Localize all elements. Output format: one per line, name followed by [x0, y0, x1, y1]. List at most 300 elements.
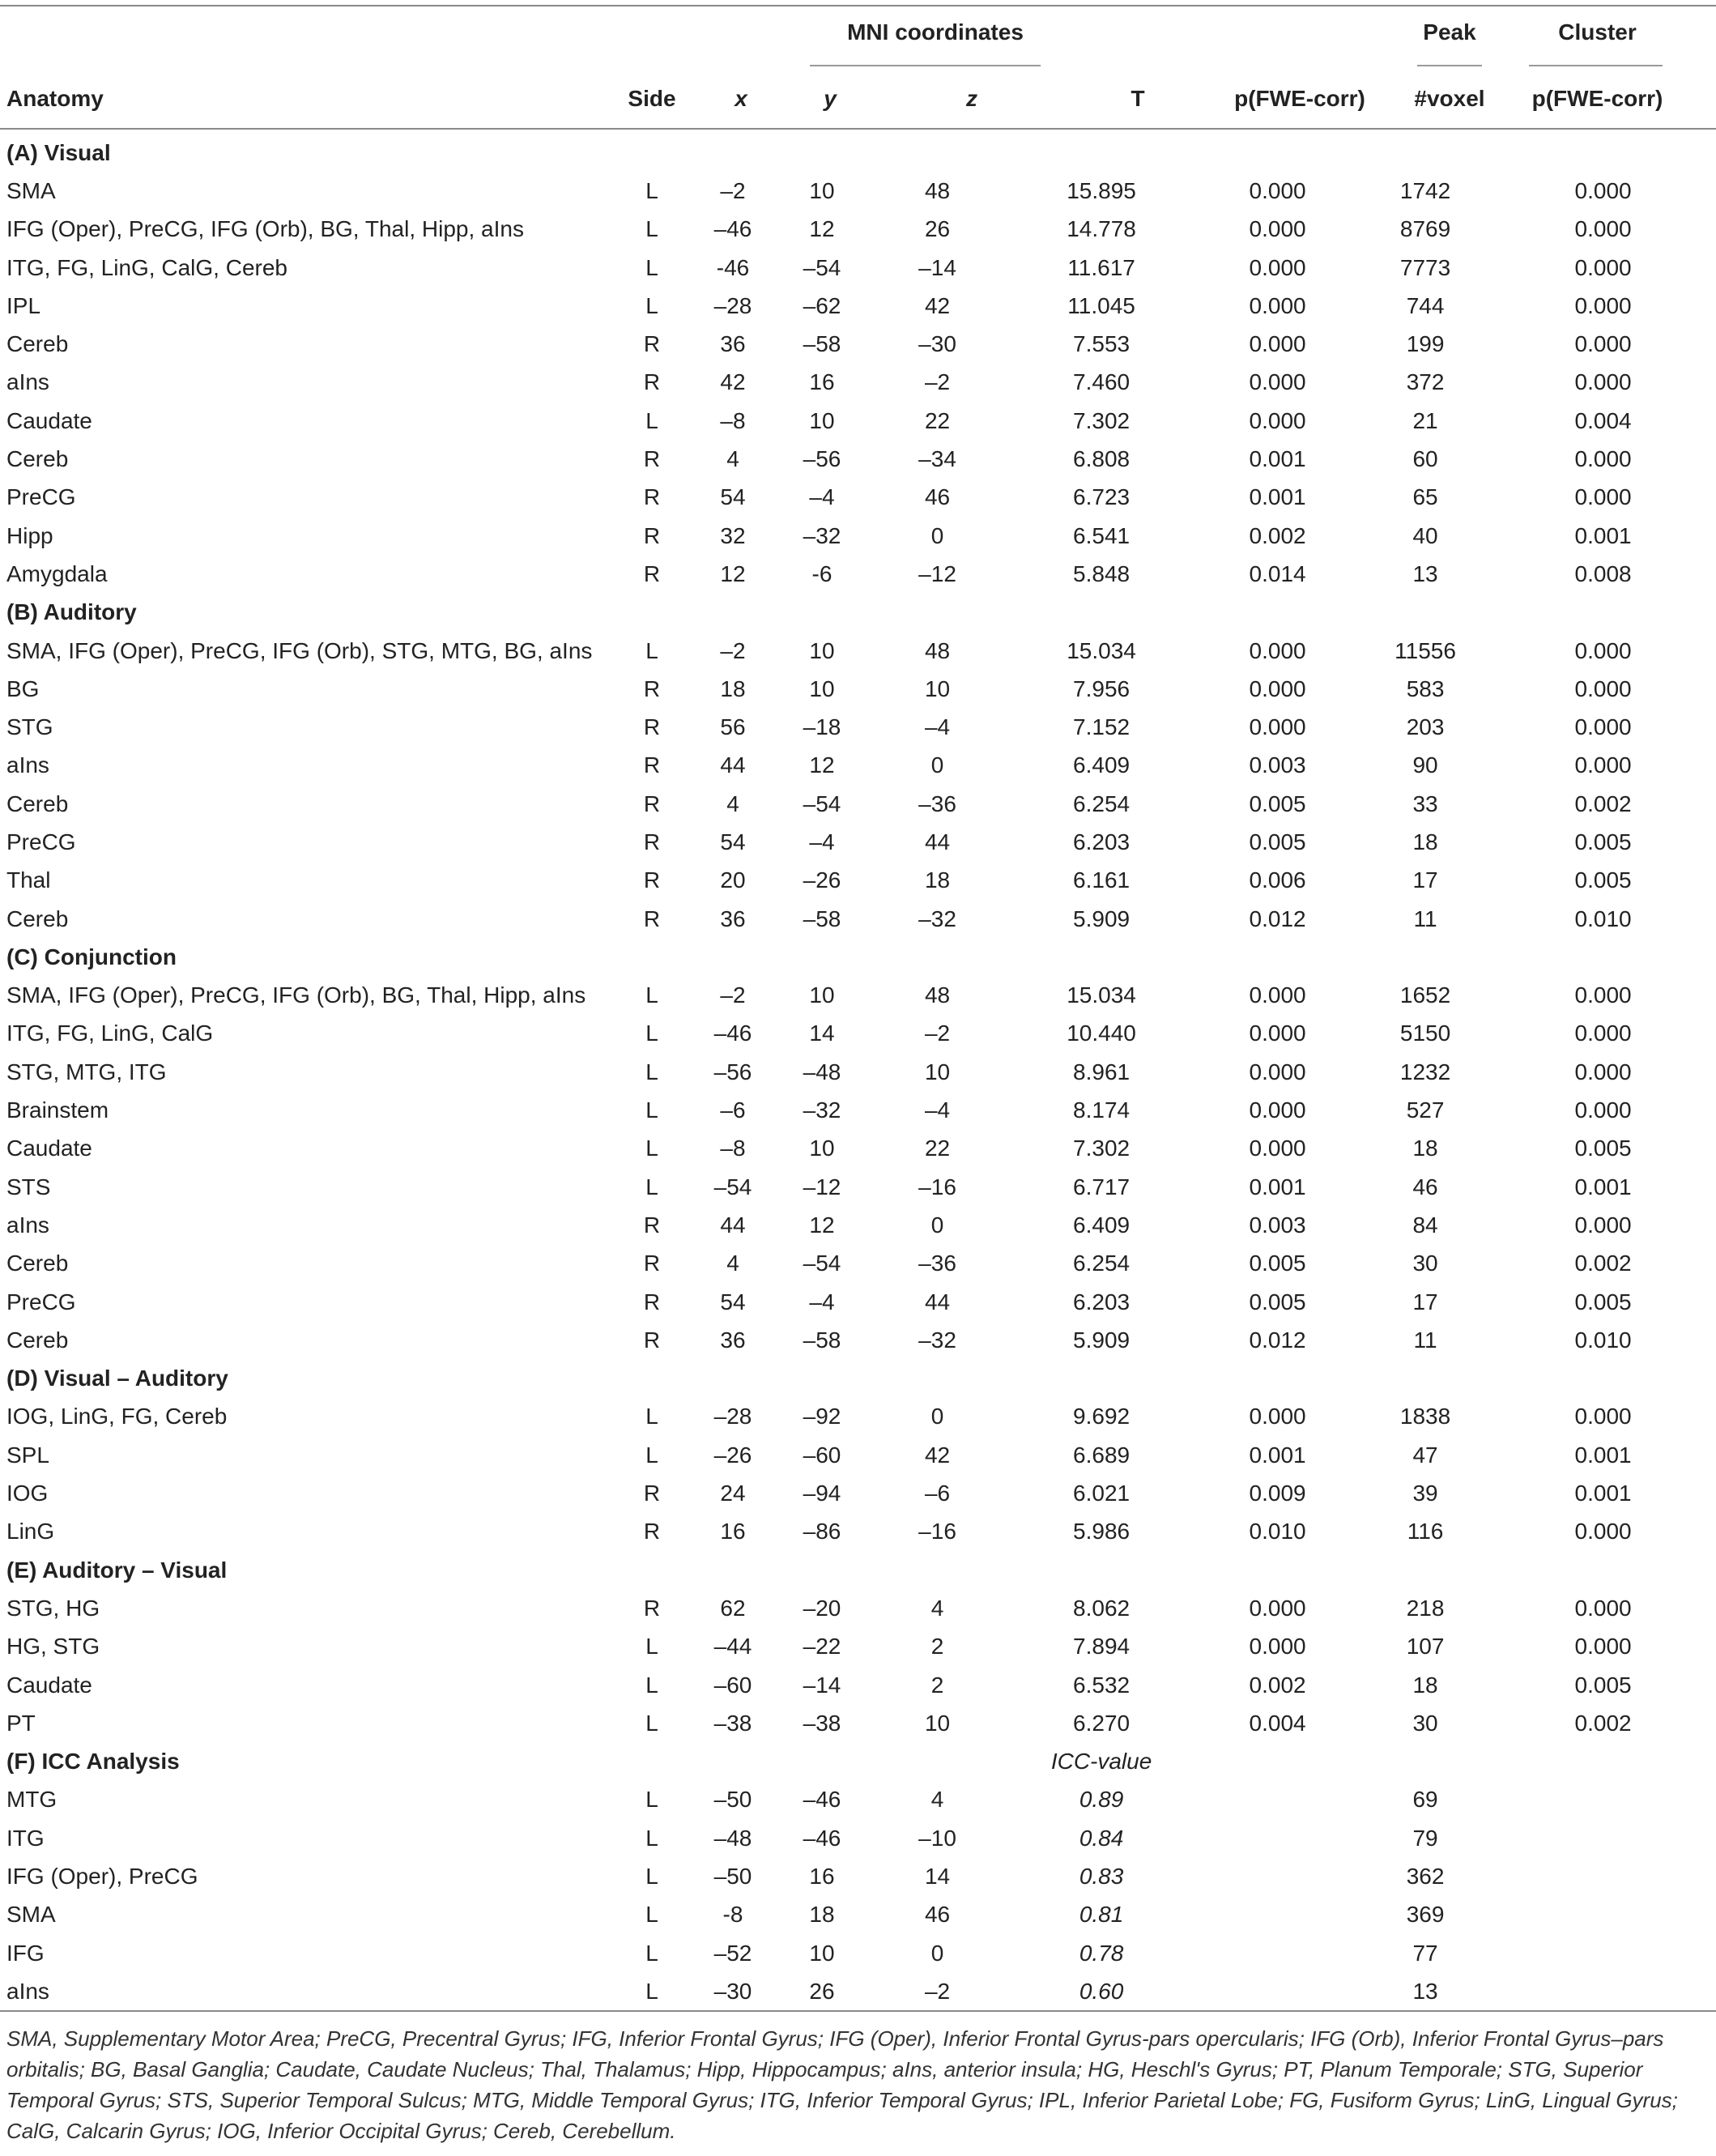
z-cell: –32 [918, 905, 956, 931]
p-fwe-cell: 0.000 [1249, 1136, 1306, 1161]
anatomy-cell: SMA, IFG (Oper), PreCG, IFG (Orb), BG, Thal, Hipp, aIns [6, 982, 586, 1008]
voxel-cell: 11 [1413, 905, 1437, 931]
cluster-p-cell: 0.001 [1574, 522, 1632, 548]
header-y: y [824, 86, 837, 111]
side-cell: L [645, 1404, 658, 1430]
y-cell: 16 [809, 1864, 835, 1889]
p-fwe-cell: 0.002 [1249, 522, 1306, 548]
cluster-p-cell: 0.001 [1574, 1174, 1632, 1199]
x-cell: –2 [720, 637, 746, 663]
cluster-p-cell: 0.000 [1574, 1097, 1632, 1123]
z-cell: –14 [918, 254, 956, 280]
table-row [0, 1091, 1716, 1129]
t-cell: 0.83 [1079, 1864, 1124, 1889]
section-title: (B) Auditory [6, 599, 137, 625]
table-row [0, 1513, 1716, 1551]
voxel-cell: 744 [1406, 292, 1445, 318]
cluster-p-cell: 0.000 [1574, 331, 1632, 357]
y-cell: –54 [803, 254, 841, 280]
p-fwe-cell [1194, 1781, 1360, 1819]
x-cell: 36 [720, 331, 746, 357]
t-cell: 6.254 [1073, 1251, 1131, 1276]
voxel-cell: 5150 [1399, 1020, 1451, 1046]
t-cell: 6.021 [1073, 1481, 1131, 1506]
x-cell: –60 [713, 1672, 752, 1698]
p-fwe-cell [1194, 1896, 1360, 1934]
t-cell: 6.689 [1073, 1442, 1131, 1468]
table-row [0, 555, 1716, 593]
y-cell: –22 [803, 1634, 841, 1660]
side-cell: L [645, 292, 658, 318]
t-cell: 7.302 [1073, 407, 1131, 433]
p-fwe-cell: 0.000 [1249, 1059, 1306, 1084]
voxel-cell: 8769 [1399, 216, 1451, 242]
x-cell: –48 [713, 1825, 752, 1851]
section-title: (E) Auditory – Visual [6, 1557, 228, 1583]
table-row [0, 1896, 1716, 1934]
z-cell: –16 [918, 1174, 956, 1199]
cluster-p-cell [1490, 1781, 1716, 1819]
p-fwe-cell: 0.005 [1249, 790, 1306, 816]
table-row [0, 1206, 1716, 1244]
voxel-cell: 40 [1412, 522, 1438, 548]
bottom-rule [0, 2010, 1716, 2012]
cluster-p-cell [1490, 1857, 1716, 1895]
header-voxel: #voxel [1414, 86, 1485, 111]
anatomy-cell: aIns [6, 1978, 49, 2004]
y-cell: –46 [803, 1825, 841, 1851]
x-cell: –6 [720, 1097, 746, 1123]
voxel-cell: 30 [1412, 1251, 1438, 1276]
table-footnote: SMA, Supplementary Motor Area; PreCG, Precentral Gyrus; IFG, Inferior Frontal Gyrus; IFG (Oper), Inferior Frontal Gyrus-pars opercularis; IFG (Orb), Inferior Frontal Gyrus–pars orbitalis; BG, Basal Ganglia; Caudate, Caudate Nucleus; Thal, Thalamus; Hipp, Hippocampus; aIns, anterior insula; HG, Heschl's Gyrus; PT, Planum Temporale; STG, Superior Temporal Gyrus; STS, Superior Temporal Sulcus; MTG, Middle Temporal Gyrus; ITG, Inferior Temporal Gyrus; IPL, Inferior Parietal Lobe; FG, Fusiform Gyrus; LinG, Lingual Gyrus; CalG, Calcarin Gyrus; IOG, Inferior Occipital Gyrus; Cereb, Cerebellum. [6, 2026, 1678, 2143]
table-row [0, 1781, 1716, 1819]
y-cell: –92 [803, 1404, 841, 1430]
x-cell: 42 [720, 369, 746, 395]
side-cell: R [643, 484, 661, 510]
voxel-cell: 33 [1412, 790, 1438, 816]
z-cell: –30 [918, 331, 956, 357]
z-cell: –36 [918, 790, 956, 816]
side-cell: L [645, 637, 658, 663]
p-fwe-cell: 0.005 [1249, 1289, 1306, 1314]
side-cell: R [643, 522, 661, 548]
z-cell: 48 [924, 177, 951, 203]
side-cell: L [645, 1634, 658, 1660]
cluster-p-cell: 0.000 [1574, 1212, 1632, 1238]
table-row [0, 1972, 1716, 2010]
table-row [0, 900, 1716, 938]
anatomy-cell: MTG [6, 1787, 57, 1813]
t-cell: 5.986 [1073, 1519, 1131, 1545]
anatomy-cell: STG, MTG, ITG [6, 1059, 167, 1084]
t-cell: 6.723 [1073, 484, 1131, 510]
z-cell: –2 [924, 1020, 951, 1046]
cluster-p-cell: 0.000 [1574, 1519, 1632, 1545]
anatomy-cell: SMA [6, 1902, 56, 1928]
side-cell: R [643, 1327, 661, 1353]
table-row [0, 670, 1716, 708]
section-title: (C) Conjunction [6, 944, 177, 969]
x-cell: –46 [713, 216, 752, 242]
t-cell: 15.895 [1067, 177, 1136, 203]
x-cell: 24 [720, 1481, 746, 1506]
y-cell: 12 [809, 752, 835, 778]
z-cell: 46 [924, 484, 951, 510]
voxel-cell: 46 [1412, 1174, 1438, 1199]
top-rule [0, 5, 1716, 6]
p-fwe-cell: 0.003 [1249, 752, 1306, 778]
z-cell: 44 [924, 1289, 951, 1314]
z-cell: –10 [918, 1825, 956, 1851]
voxel-cell: 11 [1413, 1327, 1437, 1353]
z-cell: 48 [924, 637, 951, 663]
t-cell: 7.460 [1073, 369, 1131, 395]
t-cell: 6.532 [1073, 1672, 1131, 1698]
header-cluster: Cluster [1558, 19, 1637, 45]
t-cell: 6.808 [1073, 446, 1131, 472]
z-cell: –2 [924, 369, 951, 395]
cluster-p-cell: 0.005 [1574, 1289, 1632, 1314]
table-row [0, 1053, 1716, 1091]
table-row [0, 1589, 1716, 1627]
cluster-p-cell: 0.002 [1574, 1710, 1632, 1736]
section-value-label [1008, 1360, 1194, 1398]
z-cell: –16 [918, 1519, 956, 1545]
anatomy-cell: STS [6, 1174, 51, 1199]
p-fwe-cell: 0.000 [1249, 254, 1306, 280]
z-cell: 4 [930, 1787, 944, 1813]
voxel-cell: 18 [1412, 829, 1438, 854]
side-cell: R [643, 829, 661, 854]
cluster-p-cell: 0.002 [1574, 790, 1632, 816]
section-value-label [1008, 1551, 1194, 1589]
y-cell: –62 [803, 292, 841, 318]
voxel-cell: 69 [1412, 1787, 1438, 1813]
table-row [0, 172, 1716, 210]
y-cell: 10 [809, 1940, 835, 1966]
anatomy-cell: IOG, LinG, FG, Cereb [6, 1404, 228, 1430]
cluster-p-cell: 0.000 [1574, 637, 1632, 663]
z-cell: 18 [924, 867, 951, 893]
t-cell: 10.440 [1067, 1020, 1136, 1046]
y-cell: –4 [809, 1289, 835, 1314]
y-cell: –86 [803, 1519, 841, 1545]
y-cell: –12 [803, 1174, 841, 1199]
y-cell: –58 [803, 905, 841, 931]
side-cell: L [645, 1059, 658, 1084]
cluster-p-cell: 0.000 [1574, 292, 1632, 318]
anatomy-cell: ITG [6, 1825, 45, 1851]
side-cell: R [643, 369, 661, 395]
table-row [0, 862, 1716, 900]
p-fwe-cell: 0.000 [1249, 1097, 1306, 1123]
y-cell: 14 [809, 1020, 835, 1046]
side-cell: L [645, 1940, 658, 1966]
anatomy-cell: PreCG [6, 484, 76, 510]
header-z: z [966, 86, 977, 111]
x-cell: –44 [713, 1634, 752, 1660]
voxel-cell: 107 [1406, 1634, 1445, 1660]
p-fwe-cell: 0.000 [1249, 1404, 1306, 1430]
anatomy-cell: IFG [6, 1940, 45, 1966]
cluster-p-cell: 0.005 [1574, 1136, 1632, 1161]
voxel-cell: 13 [1412, 1978, 1438, 2004]
section-spacer [1194, 1742, 1716, 1780]
cluster-p-cell [1490, 1934, 1716, 1972]
x-cell: –28 [713, 1404, 752, 1430]
x-cell: –38 [713, 1710, 752, 1736]
anatomy-cell: Brainstem [6, 1097, 109, 1123]
anatomy-cell: ITG, FG, LinG, CalG [6, 1020, 214, 1046]
z-cell: 0 [930, 522, 944, 548]
side-cell: R [643, 675, 661, 701]
x-cell: 12 [720, 560, 746, 586]
cluster-p-cell: 0.005 [1574, 1672, 1632, 1698]
y-cell: 10 [809, 1136, 835, 1161]
y-cell: 10 [809, 675, 835, 701]
y-cell: –48 [803, 1059, 841, 1084]
x-cell: 4 [726, 790, 739, 816]
cluster-p-cell: 0.008 [1574, 560, 1632, 586]
section-title: (F) ICC Analysis [6, 1749, 180, 1775]
cluster-p-cell: 0.000 [1574, 1634, 1632, 1660]
t-cell: 7.894 [1073, 1634, 1131, 1660]
table-row [0, 440, 1716, 478]
table-row [0, 1398, 1716, 1436]
t-cell: 7.152 [1073, 714, 1131, 740]
y-cell: 10 [809, 982, 835, 1008]
p-fwe-cell: 0.000 [1249, 1020, 1306, 1046]
anatomy-cell: aIns [6, 1212, 49, 1238]
side-cell: R [643, 714, 661, 740]
t-cell: 7.302 [1073, 1136, 1131, 1161]
voxel-cell: 218 [1406, 1595, 1445, 1621]
side-cell: R [643, 560, 661, 586]
z-cell: 0 [930, 752, 944, 778]
section-header-row [0, 1742, 1716, 1780]
anatomy-cell: IPL [6, 292, 41, 318]
section-spacer [1194, 134, 1716, 172]
cluster-p-cell: 0.000 [1574, 1595, 1632, 1621]
voxel-cell: 18 [1412, 1136, 1438, 1161]
side-cell: R [643, 1519, 661, 1545]
table-row [0, 1436, 1716, 1474]
anatomy-cell: PT [6, 1710, 36, 1736]
side-cell: L [645, 254, 658, 280]
peak-underline [1417, 65, 1482, 66]
side-cell: L [645, 1787, 658, 1813]
z-cell: 44 [924, 829, 951, 854]
cluster-underline [1529, 65, 1663, 66]
p-fwe-cell: 0.001 [1249, 484, 1306, 510]
section-title: (A) Visual [6, 139, 111, 165]
y-cell: 10 [809, 177, 835, 203]
table-row [0, 325, 1716, 363]
cluster-p-cell: 0.000 [1574, 1059, 1632, 1084]
cluster-p-cell: 0.010 [1574, 905, 1632, 931]
section-spacer [1194, 938, 1716, 976]
voxel-cell: 1232 [1399, 1059, 1451, 1084]
z-cell: 46 [924, 1902, 951, 1928]
t-cell: 7.553 [1073, 331, 1131, 357]
p-fwe-cell [1194, 1857, 1360, 1895]
header-mni-coordinates: MNI coordinates [847, 19, 1024, 45]
table-row [0, 785, 1716, 823]
table-row [0, 287, 1716, 325]
t-cell: 6.409 [1073, 1212, 1131, 1238]
header-x: x [735, 86, 747, 111]
anatomy-cell: Cereb [6, 446, 69, 472]
y-cell: 10 [809, 407, 835, 433]
x-cell: 20 [720, 867, 746, 893]
z-cell: –34 [918, 446, 956, 472]
t-cell: 15.034 [1067, 637, 1136, 663]
anatomy-cell: PreCG [6, 829, 76, 854]
x-cell: –2 [720, 177, 746, 203]
p-fwe-cell: 0.002 [1249, 1672, 1306, 1698]
cluster-p-cell: 0.000 [1574, 675, 1632, 701]
cluster-p-cell: 0.001 [1574, 1442, 1632, 1468]
x-cell: 54 [720, 829, 746, 854]
y-cell: 12 [809, 1212, 835, 1238]
anatomy-cell: IFG (Oper), PreCG [6, 1864, 198, 1889]
table-row [0, 1666, 1716, 1704]
cluster-p-cell: 0.000 [1574, 216, 1632, 242]
anatomy-cell: Cereb [6, 1251, 69, 1276]
table-row [0, 632, 1716, 670]
z-cell: 4 [930, 1595, 944, 1621]
anatomy-cell: SMA, IFG (Oper), PreCG, IFG (Orb), STG, MTG, BG, aIns [6, 637, 593, 663]
side-cell: R [643, 1212, 661, 1238]
anatomy-cell: PreCG [6, 1289, 76, 1314]
t-cell: 6.270 [1073, 1710, 1131, 1736]
section-spacer [1194, 1551, 1716, 1589]
p-fwe-cell: 0.012 [1249, 1327, 1306, 1353]
y-cell: –26 [803, 867, 841, 893]
t-cell: 5.848 [1073, 560, 1131, 586]
voxel-cell: 60 [1412, 446, 1438, 472]
z-cell: 42 [924, 292, 951, 318]
x-cell: –26 [713, 1442, 752, 1468]
side-cell: L [645, 982, 658, 1008]
z-cell: –36 [918, 1251, 956, 1276]
p-fwe-cell: 0.000 [1249, 216, 1306, 242]
p-fwe-cell: 0.005 [1249, 1251, 1306, 1276]
anatomy-cell: Amygdala [6, 560, 108, 586]
section-value-label [1008, 594, 1194, 632]
z-cell: 2 [930, 1672, 944, 1698]
t-cell: 11.045 [1067, 292, 1135, 318]
x-cell: –30 [713, 1978, 752, 2004]
p-fwe-cell: 0.000 [1249, 292, 1306, 318]
cluster-p-cell: 0.000 [1574, 484, 1632, 510]
y-cell: –54 [803, 1251, 841, 1276]
side-cell: R [643, 1481, 661, 1506]
p-fwe-cell: 0.000 [1249, 982, 1306, 1008]
voxel-cell: 372 [1406, 369, 1445, 395]
cluster-p-cell: 0.000 [1574, 1020, 1632, 1046]
x-cell: –8 [720, 407, 746, 433]
x-cell: –28 [713, 292, 752, 318]
p-fwe-cell: 0.009 [1249, 1481, 1306, 1506]
cluster-p-cell [1490, 1819, 1716, 1857]
z-cell: 0 [930, 1212, 944, 1238]
y-cell: –58 [803, 331, 841, 357]
side-cell: R [643, 331, 661, 357]
anatomy-cell: IOG [6, 1481, 49, 1506]
anatomy-cell: LinG [6, 1519, 55, 1545]
voxel-cell: 362 [1406, 1864, 1445, 1889]
side-cell: L [645, 1864, 658, 1889]
voxel-cell: 1838 [1399, 1404, 1451, 1430]
section-title: (D) Visual – Auditory [6, 1366, 228, 1391]
side-cell: L [645, 177, 658, 203]
voxel-cell: 7773 [1399, 254, 1451, 280]
side-cell: L [645, 216, 658, 242]
x-cell: 4 [726, 1251, 739, 1276]
x-cell: 44 [720, 752, 746, 778]
voxel-cell: 39 [1412, 1481, 1438, 1506]
anatomy-cell: IFG (Oper), PreCG, IFG (Orb), BG, Thal, Hipp, aIns [6, 216, 524, 242]
z-cell: 22 [924, 1136, 951, 1161]
section-header-row [0, 134, 1716, 172]
t-cell: 0.60 [1079, 1978, 1124, 2004]
side-cell: L [645, 1136, 658, 1161]
side-cell: L [645, 1825, 658, 1851]
y-cell: –18 [803, 714, 841, 740]
cluster-p-cell: 0.000 [1574, 369, 1632, 395]
z-cell: 14 [924, 1864, 951, 1889]
cluster-p-cell: 0.010 [1574, 1327, 1632, 1353]
table-row [0, 517, 1716, 555]
voxel-cell: 90 [1412, 752, 1438, 778]
y-cell: 18 [809, 1902, 835, 1928]
side-cell: L [645, 1902, 658, 1928]
x-cell: -8 [722, 1902, 743, 1928]
voxel-cell: 11556 [1395, 637, 1456, 663]
t-cell: 9.692 [1073, 1404, 1131, 1430]
cluster-p-cell: 0.001 [1574, 1481, 1632, 1506]
cluster-p-cell: 0.000 [1574, 752, 1632, 778]
p-fwe-cell: 0.001 [1249, 446, 1306, 472]
z-cell: –12 [918, 560, 956, 586]
section-header-row [0, 594, 1716, 632]
voxel-cell: 79 [1412, 1825, 1438, 1851]
mni-underline [810, 65, 1041, 66]
anatomy-cell: SPL [6, 1442, 49, 1468]
x-cell: 18 [720, 675, 746, 701]
t-cell: 8.174 [1073, 1097, 1131, 1123]
voxel-cell: 17 [1412, 1289, 1438, 1314]
header-cluster-p: p(FWE-corr) [1531, 86, 1663, 111]
t-cell: 6.203 [1073, 829, 1131, 854]
p-fwe-cell: 0.006 [1249, 867, 1306, 893]
x-cell: 54 [720, 484, 746, 510]
table-row [0, 1819, 1716, 1857]
voxel-cell: 116 [1407, 1519, 1444, 1545]
side-cell: R [643, 790, 661, 816]
side-cell: R [643, 752, 661, 778]
section-header-row [0, 938, 1716, 976]
side-cell: L [645, 1710, 658, 1736]
y-cell: –56 [803, 446, 841, 472]
cluster-p-cell: 0.000 [1574, 714, 1632, 740]
section-value-label [1008, 938, 1194, 976]
p-fwe-cell: 0.000 [1249, 1595, 1306, 1621]
z-cell: 10 [924, 1059, 951, 1084]
y-cell: –4 [809, 829, 835, 854]
y-cell: –58 [803, 1327, 841, 1353]
